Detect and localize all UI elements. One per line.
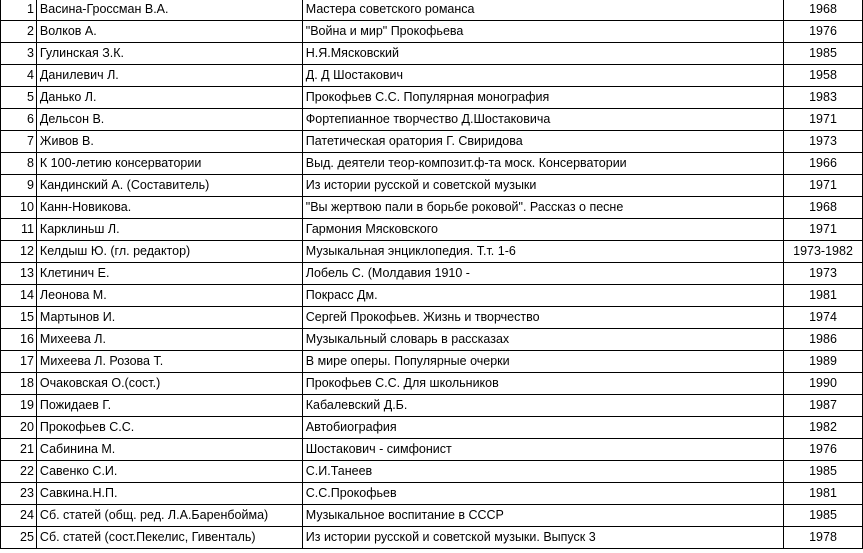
title-cell[interactable]: "Вы жертвою пали в борьбе роковой". Рассказ о песне [302,197,783,219]
row-number-cell[interactable]: 9 [1,175,37,197]
year-cell[interactable]: 1976 [784,21,863,43]
year-cell[interactable]: 1976 [784,439,863,461]
author-cell[interactable]: Мартынов И. [36,307,302,329]
author-cell[interactable]: Пожидаев Г. [36,395,302,417]
year-cell[interactable]: 1985 [784,505,863,527]
title-cell[interactable]: С.С.Прокофьев [302,483,783,505]
table-row [1,461,863,483]
row-number-cell[interactable]: 15 [1,307,37,329]
table-row [1,0,863,21]
table-row [1,153,863,175]
author-cell[interactable]: Гулинская З.К. [36,43,302,65]
author-cell[interactable]: Данько Л. [36,87,302,109]
row-number-cell[interactable]: 20 [1,417,37,439]
table-row [1,21,863,43]
year-cell[interactable]: 1966 [784,153,863,175]
year-cell[interactable]: 1981 [784,285,863,307]
table-row [1,351,863,373]
year-cell[interactable]: 1971 [784,175,863,197]
year-cell[interactable]: 1987 [784,395,863,417]
row-number-cell[interactable]: 18 [1,373,37,395]
row-number-cell[interactable]: 7 [1,131,37,153]
table-row [1,109,863,131]
year-cell[interactable]: 1971 [784,219,863,241]
title-cell[interactable]: В мире оперы. Популярные очерки [302,351,783,373]
table-row [1,527,863,549]
row-number-cell[interactable]: 16 [1,329,37,351]
table-row [1,197,863,219]
year-cell[interactable]: 1985 [784,461,863,483]
year-cell[interactable]: 1968 [784,0,863,21]
author-cell[interactable]: Михеева Л. [36,329,302,351]
title-cell[interactable]: Музыкальная энциклопедия. Т.т. 1-6 [302,241,783,263]
year-cell[interactable]: 1982 [784,417,863,439]
table-row [1,505,863,527]
author-cell[interactable]: Васина-Гроссман В.А. [36,0,302,21]
row-number-cell[interactable]: 12 [1,241,37,263]
row-number-cell[interactable]: 19 [1,395,37,417]
title-cell[interactable]: Фортепианное творчество Д.Шостаковича [302,109,783,131]
table-row [1,241,863,263]
row-number-cell[interactable]: 8 [1,153,37,175]
title-cell[interactable]: Из истории русской и советской музыки [302,175,783,197]
author-cell[interactable]: Савенко С.И. [36,461,302,483]
author-cell[interactable]: Клетинич Е. [36,263,302,285]
row-number-cell[interactable]: 14 [1,285,37,307]
title-cell[interactable]: Н.Я.Мясковский [302,43,783,65]
row-number-cell[interactable]: 24 [1,505,37,527]
title-cell[interactable]: Мастера советского романса [302,0,783,21]
table-row [1,483,863,505]
author-cell[interactable]: Прокофьев С.С. [36,417,302,439]
title-cell[interactable]: Д. Д Шостакович [302,65,783,87]
year-cell[interactable]: 1958 [784,65,863,87]
row-number-cell[interactable]: 25 [1,527,37,549]
row-number-cell[interactable]: 3 [1,43,37,65]
author-cell[interactable]: Карклиньш Л. [36,219,302,241]
table-body [1,0,863,549]
row-number-cell[interactable]: 2 [1,21,37,43]
author-cell[interactable]: Волков А. [36,21,302,43]
table-row [1,395,863,417]
author-cell[interactable]: Дельсон В. [36,109,302,131]
row-number-cell[interactable]: 13 [1,263,37,285]
title-cell[interactable]: "Война и мир" Прокофьева [302,21,783,43]
year-cell[interactable]: 1971 [784,109,863,131]
table-row [1,329,863,351]
author-cell[interactable]: Келдыш Ю. (гл. редактор) [36,241,302,263]
author-cell[interactable]: Сабинина М. [36,439,302,461]
row-number-cell[interactable]: 23 [1,483,37,505]
author-cell[interactable]: Леонова М. [36,285,302,307]
table-row [1,131,863,153]
title-cell[interactable]: Кабалевский Д.Б. [302,395,783,417]
table-row [1,219,863,241]
year-cell[interactable]: 1981 [784,483,863,505]
row-number-cell[interactable]: 21 [1,439,37,461]
title-cell[interactable]: Выд. деятели теор-композит.ф-та моск. Консерватории [302,153,783,175]
title-cell[interactable]: Сергей Прокофьев. Жизнь и творчество [302,307,783,329]
table-row [1,175,863,197]
year-cell[interactable]: 1985 [784,43,863,65]
title-cell[interactable]: Покрасс Дм. [302,285,783,307]
author-cell[interactable]: Очаковская О.(сост.) [36,373,302,395]
row-number-cell[interactable]: 5 [1,87,37,109]
year-cell[interactable]: 1989 [784,351,863,373]
author-cell[interactable]: Кандинский А. (Составитель) [36,175,302,197]
author-cell[interactable]: Савкина.Н.П. [36,483,302,505]
author-cell[interactable]: Сб. статей (общ. ред. Л.А.Баренбойма) [36,505,302,527]
row-number-cell[interactable]: 17 [1,351,37,373]
author-cell[interactable]: Михеева Л. Розова Т. [36,351,302,373]
title-cell[interactable]: Прокофьев С.С. Для школьников [302,373,783,395]
year-cell[interactable]: 1968 [784,197,863,219]
table-row [1,373,863,395]
title-cell[interactable]: Шостакович - симфонист [302,439,783,461]
row-number-cell[interactable]: 22 [1,461,37,483]
year-cell[interactable]: 1983 [784,87,863,109]
year-cell[interactable]: 1974 [784,307,863,329]
row-number-cell[interactable]: 1 [1,0,37,21]
table-row [1,307,863,329]
year-cell[interactable]: 1973-1982 [784,241,863,263]
year-cell[interactable]: 1973 [784,131,863,153]
title-cell[interactable]: Лобель С. (Молдавия 1910 - [302,263,783,285]
title-cell[interactable]: Гармония Мясковского [302,219,783,241]
title-cell[interactable]: Из истории русской и советской музыки. Выпуск 3 [302,527,783,549]
author-cell[interactable]: К 100-летию консерватории [36,153,302,175]
table-row [1,65,863,87]
author-cell[interactable]: Данилевич Л. [36,65,302,87]
table-row [1,43,863,65]
row-number-cell[interactable]: 11 [1,219,37,241]
author-cell[interactable]: Живов В. [36,131,302,153]
year-cell[interactable]: 1973 [784,263,863,285]
title-cell[interactable]: Прокофьев С.С. Популярная монография [302,87,783,109]
table-row [1,439,863,461]
title-cell[interactable]: Музыкальный словарь в рассказах [302,329,783,351]
author-cell[interactable]: Сб. статей (сост.Пекелис, Гивенталь) [36,527,302,549]
table-row [1,87,863,109]
title-cell[interactable]: Патетическая оратория Г. Свиридова [302,131,783,153]
year-cell[interactable]: 1986 [784,329,863,351]
row-number-cell[interactable]: 4 [1,65,37,87]
table-row [1,417,863,439]
row-number-cell[interactable]: 6 [1,109,37,131]
table-row [1,263,863,285]
row-number-cell[interactable]: 10 [1,197,37,219]
year-cell[interactable]: 1990 [784,373,863,395]
author-cell[interactable]: Канн-Новикова. [36,197,302,219]
year-cell[interactable]: 1978 [784,527,863,549]
title-cell[interactable]: Автобиография [302,417,783,439]
table-row [1,285,863,307]
title-cell[interactable]: Музыкальное воспитание в СССР [302,505,783,527]
title-cell[interactable]: С.И.Танеев [302,461,783,483]
